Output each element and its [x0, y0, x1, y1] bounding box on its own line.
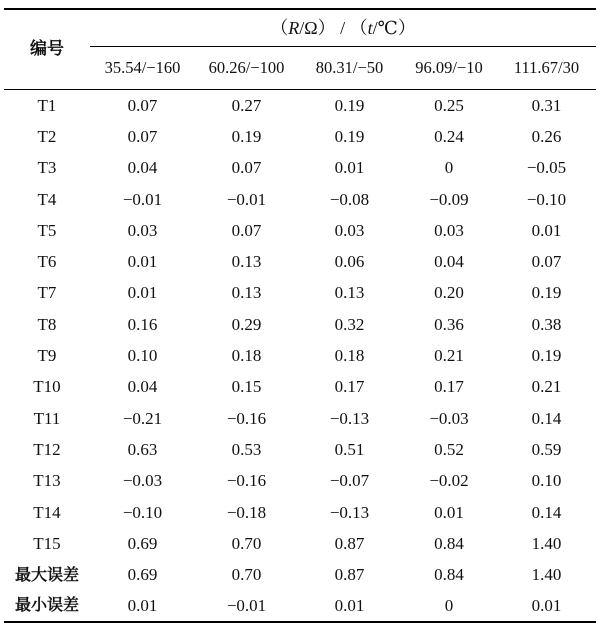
table-cell: 0.01 — [127, 283, 158, 303]
table-cell: 0.29 — [231, 314, 262, 334]
table-row — [4, 559, 596, 590]
table-row — [4, 590, 596, 621]
table-cell: 0.20 — [434, 283, 464, 303]
row-label: T4 — [37, 189, 57, 209]
table-cell: −0.05 — [526, 158, 567, 178]
row-label: T8 — [37, 314, 57, 334]
table-cell: −0.02 — [429, 471, 469, 491]
row-label: T10 — [33, 377, 61, 397]
table-row — [4, 152, 596, 183]
table-cell: 0.87 — [334, 565, 365, 585]
error-table — [4, 8, 596, 623]
table-cell: −0.08 — [329, 189, 370, 209]
column-header: 96.09/−10 — [401, 47, 497, 90]
table-cell: 0.19 — [531, 283, 562, 303]
table-row — [4, 434, 596, 465]
row-label: 最小误差 — [4, 590, 90, 621]
row-label: T6 — [37, 252, 57, 272]
table-row — [4, 183, 596, 214]
table-cell: 0.38 — [531, 314, 562, 334]
column-header: 35.54/−160 — [90, 47, 195, 90]
table-cell: 0.25 — [434, 95, 464, 115]
table-cell: 0.03 — [434, 220, 464, 240]
table-cell: 0.19 — [231, 126, 262, 146]
table-row — [4, 371, 596, 402]
table-cell: −0.01 — [195, 590, 298, 621]
table-row — [4, 215, 596, 246]
table-cell: −0.03 — [429, 408, 469, 428]
column-header: 111.67/30 — [497, 47, 596, 90]
table-cell: 0.01 — [434, 502, 464, 522]
table-cell: 0.27 — [231, 95, 262, 115]
table-cell: 0.01 — [298, 590, 401, 621]
table-cell: 0.01 — [531, 220, 562, 240]
table-cell: −0.01 — [122, 189, 163, 209]
table-row — [4, 309, 596, 340]
table-cell: 0.01 — [497, 590, 596, 621]
table-cell: 0.26 — [531, 126, 562, 146]
table-cell: 0.10 — [127, 346, 158, 366]
table-cell: 0.70 — [231, 565, 262, 585]
row-label: T13 — [33, 471, 61, 491]
row-header: 编号 — [4, 9, 90, 90]
table-cell: 0.84 — [434, 533, 464, 553]
table-cell: 0.17 — [334, 377, 365, 397]
table-cell: 0.10 — [531, 471, 562, 491]
table-cell: 0.13 — [231, 252, 262, 272]
table-cell: 0.03 — [127, 220, 158, 240]
table-row — [4, 402, 596, 433]
table-cell: 0.84 — [434, 565, 464, 585]
table-cell: 0.13 — [231, 283, 262, 303]
table-cell: 1.40 — [531, 533, 562, 553]
table-cell: 0.19 — [531, 346, 562, 366]
table-cell: 0.01 — [90, 590, 195, 621]
table-row — [4, 465, 596, 496]
table-cell: −0.01 — [226, 189, 267, 209]
group-header: （R/Ω） / （t/℃） — [90, 9, 596, 47]
table-cell: 0.04 — [434, 252, 464, 272]
table-cell: −0.10 — [526, 189, 567, 209]
table-cell: 0.18 — [231, 346, 262, 366]
row-label: T12 — [33, 439, 61, 459]
table-cell: 0.18 — [334, 346, 365, 366]
table-cell: 0.07 — [127, 95, 158, 115]
table-cell: 0.14 — [531, 408, 562, 428]
table-cell: 0.04 — [127, 377, 158, 397]
row-label: T14 — [33, 502, 61, 522]
table-cell: 0.06 — [334, 252, 365, 272]
table-cell: 0.21 — [531, 377, 562, 397]
table-cell: 1.40 — [531, 565, 562, 585]
table-cell: 0 — [444, 158, 454, 178]
table-cell: 0.59 — [531, 439, 562, 459]
table-row — [4, 528, 596, 559]
table-cell: 0.36 — [434, 314, 464, 334]
table-cell: −0.16 — [226, 408, 267, 428]
table-row — [4, 90, 596, 121]
row-label: T2 — [37, 126, 57, 146]
row-label: T5 — [37, 220, 57, 240]
column-header: 60.26/−100 — [195, 47, 298, 90]
table-cell: 0.87 — [334, 533, 365, 553]
table-cell: 0.07 — [231, 158, 262, 178]
table-row — [4, 496, 596, 527]
table-cell: 0.15 — [231, 377, 262, 397]
table-body — [4, 90, 596, 622]
table-cell: −0.16 — [226, 471, 267, 491]
table-cell: 0.24 — [434, 126, 464, 146]
table-cell: −0.13 — [329, 502, 370, 522]
table-cell: 0.69 — [127, 533, 158, 553]
table-cell: 0.07 — [231, 220, 262, 240]
table-cell: 0.07 — [531, 252, 562, 272]
row-label: T7 — [37, 283, 57, 303]
table-cell: 0.17 — [434, 377, 464, 397]
table-cell: 0.32 — [334, 314, 365, 334]
table-cell: 0.13 — [334, 283, 365, 303]
table-cell: 0.69 — [127, 565, 158, 585]
table-row — [4, 246, 596, 277]
table-cell: 0.19 — [334, 95, 365, 115]
table-cell: 0.70 — [231, 533, 262, 553]
table-row — [4, 121, 596, 152]
table-row — [4, 277, 596, 308]
table-cell: 0.63 — [127, 439, 158, 459]
table-cell: −0.10 — [122, 502, 163, 522]
table-cell: 0.14 — [531, 502, 562, 522]
column-header: 80.31/−50 — [298, 47, 401, 90]
row-label: T9 — [37, 346, 57, 366]
table-cell: 0.19 — [334, 126, 365, 146]
table-cell: −0.09 — [429, 189, 469, 209]
table-cell: −0.07 — [329, 471, 370, 491]
row-label: T15 — [33, 533, 61, 553]
table-cell: −0.18 — [226, 502, 267, 522]
table-cell: 0.01 — [334, 158, 365, 178]
table-cell: 0.03 — [334, 220, 365, 240]
table-cell: 0.51 — [334, 439, 365, 459]
row-label: T1 — [37, 95, 57, 115]
table-cell: 0.01 — [127, 252, 158, 272]
row-label: T11 — [33, 408, 61, 428]
table-cell: 0.52 — [434, 439, 464, 459]
table-cell: −0.21 — [122, 408, 163, 428]
table-cell: 0.31 — [531, 95, 562, 115]
table-cell: 0.21 — [434, 346, 464, 366]
table-row — [4, 340, 596, 371]
table-cell: −0.03 — [122, 471, 163, 491]
table-cell: 0.07 — [127, 126, 158, 146]
table-cell: 0.16 — [127, 314, 158, 334]
row-label: T3 — [37, 158, 57, 178]
table-cell: −0.13 — [329, 408, 370, 428]
table-cell: 0 — [401, 590, 497, 621]
row-label: 最大误差 — [14, 564, 79, 584]
table-cell: 0.53 — [231, 439, 262, 459]
table-cell: 0.04 — [127, 158, 158, 178]
